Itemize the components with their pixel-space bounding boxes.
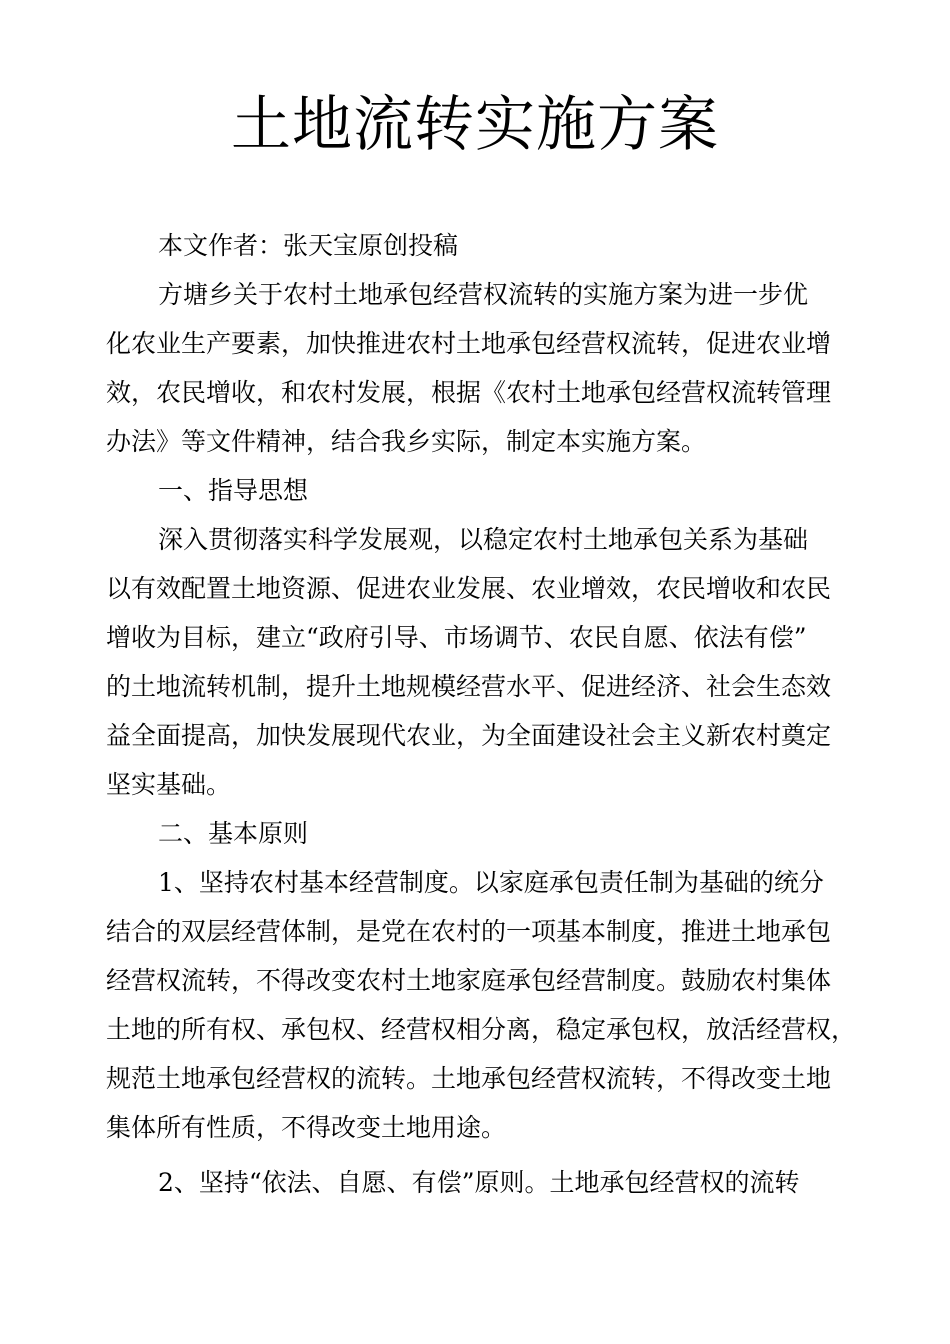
body-line: 以有效配置土地资源、促进农业发展、农业增效，农民增收和农民	[106, 574, 832, 603]
body-line: 坚实基础。	[106, 770, 232, 799]
author-line: 本文作者：张天宝原创投稿	[158, 231, 459, 260]
body-line: 办法》等文件精神，结合我乡实际，制定本实施方案。	[106, 427, 707, 456]
body-line: 益全面提高，加快发展现代农业，为全面建设社会主义新农村奠定	[106, 721, 832, 750]
body-line: 深入贯彻落实科学发展观，以稳定农村土地承包关系为基础	[158, 525, 809, 554]
body-line: 效，农民增收，和农村发展，根据《农村土地承包经营权流转管理	[106, 378, 832, 407]
body-line: 增收为目标，建立“政府引导、市场调节、农民自愿、依法有偿”	[106, 623, 807, 652]
body-line: 的土地流转机制，提升土地规模经营水平、促进经济、社会生态效	[106, 672, 832, 701]
body-line: 2、坚持“依法、自愿、有偿”原则。土地承包经营权的流转	[158, 1168, 800, 1197]
body-line: 土地的所有权、承包权、经营权相分离，稳定承包权，放活经营权，	[106, 1015, 857, 1044]
document-title: 土地流转实施方案	[231, 90, 719, 160]
body-line: 方塘乡关于农村土地承包经营权流转的实施方案为进一步优	[158, 280, 809, 309]
body-line: 1、坚持农村基本经营制度。以家庭承包责任制为基础的统分	[158, 868, 824, 897]
body-line: 规范土地承包经营权的流转。土地承包经营权流转，不得改变土地	[106, 1064, 832, 1093]
section-heading: 一、指导思想	[158, 476, 309, 505]
body-line: 结合的双层经营体制，是党在农村的一项基本制度，推进土地承包	[106, 917, 832, 946]
body-line: 集体所有性质，不得改变土地用途。	[106, 1113, 507, 1142]
body-line: 化农业生产要素，加快推进农村土地承包经营权流转，促进农业增	[106, 329, 832, 358]
body-line: 经营权流转，不得改变农村土地家庭承包经营制度。鼓励农村集体	[106, 966, 832, 995]
section-heading: 二、基本原则	[158, 819, 309, 848]
